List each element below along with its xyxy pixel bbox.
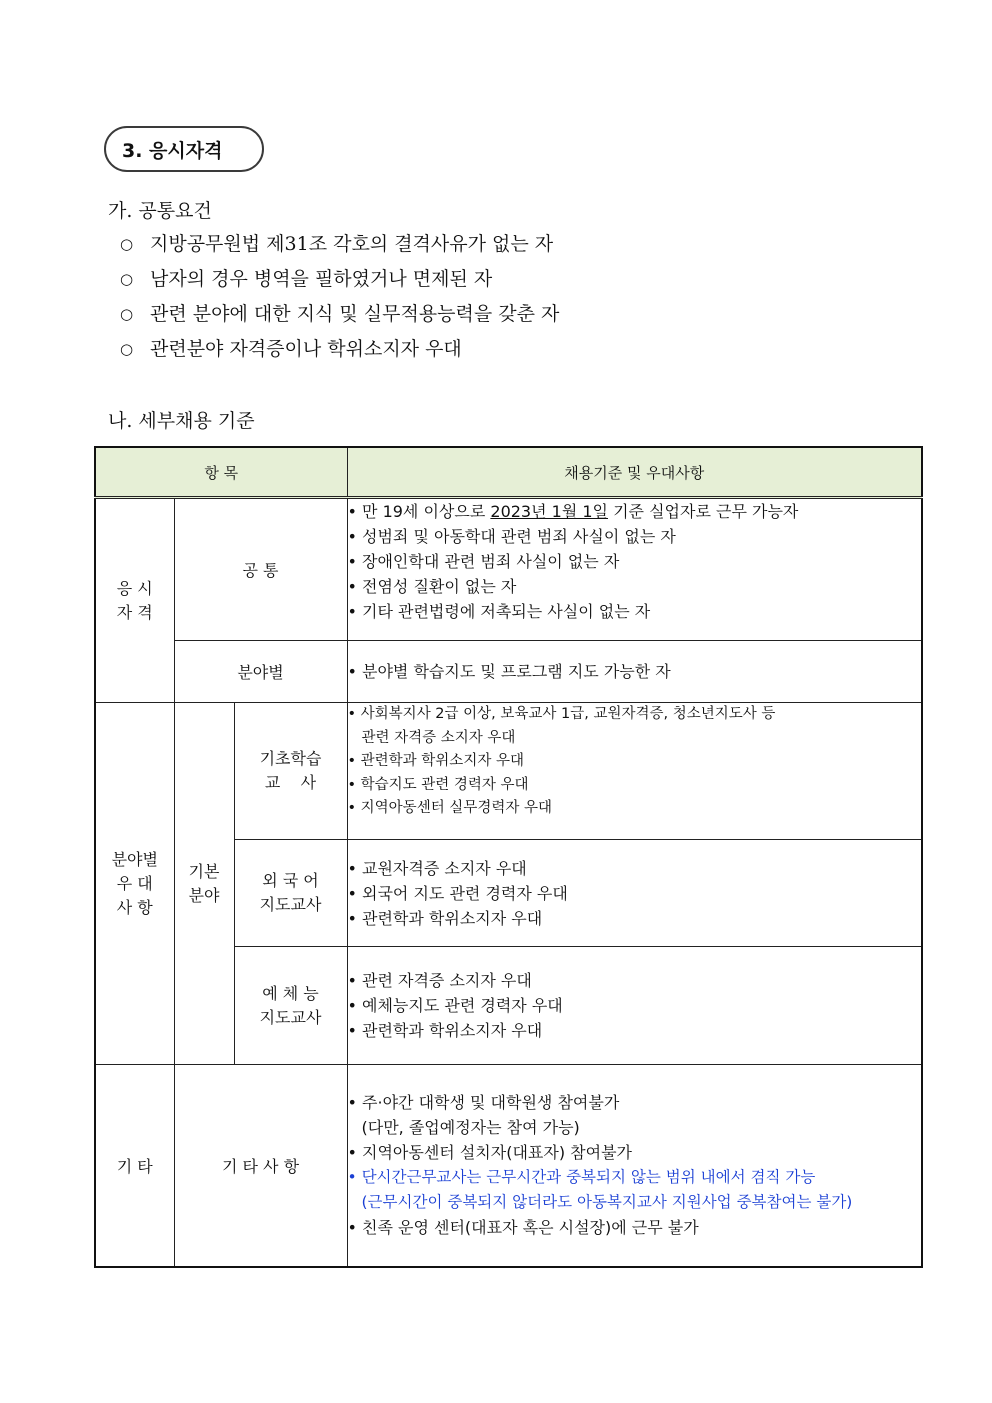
criteria-line: • 기타 관련법령에 저촉되는 사실이 없는 자 (347, 602, 651, 621)
criteria-line: • 관련학과 학위소지자 우대 (347, 1021, 543, 1040)
criteria-line: 관련 자격증 소지자 우대 (361, 729, 516, 746)
other-sub-label: 기 타 사 항 (174, 1065, 347, 1267)
label-line: 교 사 (264, 773, 317, 792)
criteria-line: • 관련 자격증 소지자 우대 (347, 971, 532, 990)
criteria-line: • 지역아동센터 설치자(대표자) 참여불가 (347, 1143, 632, 1163)
label-line: 분야 (188, 885, 220, 905)
part-a-heading: 가. 공통요건 (108, 200, 212, 222)
label-line: 우 대 (116, 873, 153, 893)
criteria-line: • 장애인학대 관련 범죄 사실이 없는 자 (347, 552, 620, 571)
header-item: 항 목 (95, 447, 347, 498)
table-row (95, 1065, 922, 1267)
part-b-heading: 나. 세부채용 기준 (108, 410, 255, 432)
list-item (120, 267, 559, 302)
criteria-line: • 주·야간 대학생 및 대학원생 참여불가 (347, 1093, 620, 1113)
label-line: 지도교사 (259, 1007, 322, 1027)
criteria-line-highlight: (근무시간이 중복되지 않더라도 아동복지교사 지원사업 중복참여는 불가) (361, 1193, 853, 1212)
other-criteria (347, 1065, 922, 1267)
table-row (95, 641, 922, 703)
basic-teacher-label (234, 703, 347, 840)
list-item-text: 남자의 경우 병역을 필하였거나 면제된 자 (150, 268, 493, 290)
arts-sports-teacher-label (234, 947, 347, 1065)
criteria-line: • 학습지도 관련 경력자 우대 (347, 776, 529, 793)
circle-bullet-icon: ○ (120, 270, 134, 288)
criteria-line (348, 499, 922, 524)
criteria-line: (다만, 졸업예정자는 참여 가능) (361, 1118, 580, 1138)
eligibility-label (95, 498, 174, 703)
basic-teacher-criteria (347, 703, 922, 840)
by-field-criteria (347, 641, 922, 703)
circle-bullet-icon: ○ (120, 235, 134, 253)
header-criteria: 채용기준 및 우대사항 (347, 447, 922, 498)
text: 기준 실업자로 근무 가능자 (608, 502, 799, 521)
label-line: 지도교사 (259, 895, 322, 914)
foreign-language-teacher-label (234, 840, 347, 947)
label-line: 기본 (188, 861, 220, 881)
list-item-text: 지방공무원법 제31조 각호의 결격사유가 없는 자 (150, 233, 554, 255)
criteria-line: • 관련학과 학위소지자 우대 (347, 908, 543, 928)
list-item-text: 관련분야 자격증이나 학위소지자 우대 (150, 338, 462, 360)
criteria-line: • 예체능지도 관련 경력자 우대 (347, 996, 563, 1015)
text: • 만 19세 이상으로 (347, 502, 491, 521)
list-item (120, 337, 559, 372)
underlined-date: 2023년 1월 1일 (490, 502, 609, 521)
section-title-badge (104, 126, 264, 172)
criteria-line: • 외국어 지도 관련 경력자 우대 (347, 883, 568, 903)
criteria-line: • 성범죄 및 아동학대 관련 범죄 사실이 없는 자 (347, 527, 676, 546)
basic-field-label (174, 703, 234, 1065)
arts-sports-criteria (347, 947, 922, 1065)
list-item (120, 302, 559, 337)
list-item-text: 관련 분야에 대한 지식 및 실무적용능력을 갖춘 자 (150, 303, 560, 325)
common-label: 공 통 (174, 498, 347, 641)
criteria-line: • 교원자격증 소지자 우대 (347, 858, 527, 878)
label-line: 기초학습 (259, 749, 322, 768)
circle-bullet-icon: ○ (120, 340, 134, 358)
table-row (95, 703, 922, 840)
label-line: 분야별 (111, 849, 158, 869)
list-item (120, 232, 559, 267)
criteria-line: • 전염성 질환이 없는 자 (347, 577, 517, 596)
criteria-line: • 사회복지사 2급 이상, 보육교사 1급, 교원자격증, 청소년지도사 등 (347, 706, 776, 722)
section-title: 3. 응시자격 (122, 139, 223, 162)
table-header-row (95, 447, 922, 498)
label-line: 자 격 (116, 602, 153, 622)
label-line: 응 시 (116, 578, 153, 598)
criteria-line: • 분야별 학습지도 및 프로그램 지도 가능한 자 (347, 662, 671, 681)
by-field-label: 분야별 (174, 641, 347, 703)
criteria-line: • 지역아동센터 실무경력자 우대 (347, 800, 552, 816)
criteria-line: • 관련학과 학위소지자 우대 (347, 753, 524, 769)
preference-label (95, 703, 174, 1065)
label-line: 사 항 (116, 897, 153, 917)
foreign-language-criteria (347, 840, 922, 947)
label-line: 외 국 어 (262, 871, 319, 890)
common-requirements-list (120, 232, 559, 372)
label-line: 예 체 능 (262, 983, 319, 1003)
criteria-line-highlight: • 단시간근무교사는 근무시간과 중복되지 않는 범위 내에서 겸직 가능 (347, 1168, 816, 1187)
criteria-line: • 친족 운영 센터(대표자 혹은 시설장)에 근무 불가 (347, 1218, 699, 1238)
circle-bullet-icon: ○ (120, 305, 134, 323)
common-criteria (347, 498, 922, 641)
table-row (95, 498, 922, 641)
other-label: 기 타 (95, 1065, 174, 1267)
criteria-table (94, 446, 923, 1268)
